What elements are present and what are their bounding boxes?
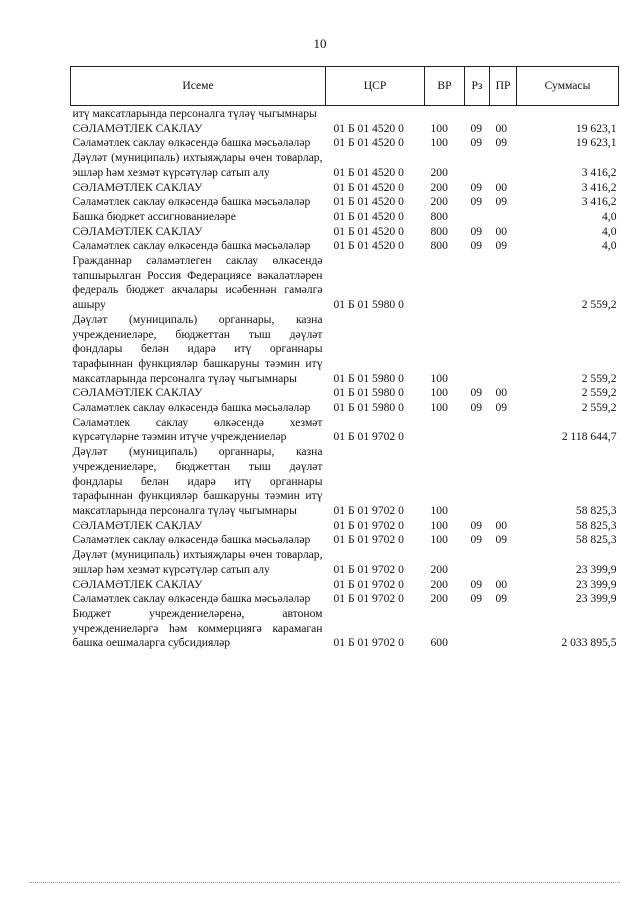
cell-sum: 4,0 <box>602 239 617 253</box>
cell-csr <box>326 106 425 122</box>
footer-divider <box>30 882 620 883</box>
table-row <box>71 548 619 577</box>
table-row <box>71 225 619 240</box>
cell-pr: 00 <box>495 386 508 400</box>
cell-rz: 09 <box>470 518 483 532</box>
cell-rz <box>465 445 490 519</box>
cell-rz: 09 <box>470 136 483 150</box>
cell-sum: 23 399,9 <box>575 562 617 576</box>
table-row <box>71 181 619 196</box>
cell-name: Сәламәтлек саклау өлкәсендә башка мәсьәләләр <box>72 239 311 253</box>
cell-pr <box>490 548 517 577</box>
cell-vr: 200 <box>430 195 448 209</box>
cell-rz <box>465 106 490 122</box>
cell-name: Сәламәтлек саклау өлкәсендә башка мәсьәләләр <box>72 592 311 606</box>
cell-sum: 58 825,3 <box>575 518 617 532</box>
cell-csr: 01 Б 01 9702 0 <box>333 503 404 517</box>
cell-name: Башка бюджет ассигнованиеләре <box>72 209 236 223</box>
cell-vr <box>425 106 465 122</box>
cell-rz: 09 <box>470 386 483 400</box>
cell-sum: 3 416,2 <box>581 165 617 179</box>
cell-sum: 23 399,9 <box>575 592 617 606</box>
cell-rz <box>465 607 490 651</box>
cell-vr: 100 <box>430 518 448 532</box>
cell-name: СӘЛАМӘТЛЕК САКЛАУ <box>72 180 203 194</box>
table-body <box>71 106 619 652</box>
cell-vr: 800 <box>430 209 448 223</box>
header-csr: ЦСР <box>326 67 425 106</box>
cell-vr: 100 <box>430 401 448 415</box>
table-row <box>71 607 619 651</box>
cell-name: СӘЛАМӘТЛЕК САКЛАУ <box>72 386 203 400</box>
cell-name: Бюджет учреждениеләренә, автоном учреждениеләргә һәм коммерциягә карамаган башка оешмаларга субсидияләр <box>72 606 323 650</box>
cell-csr: 01 Б 01 4520 0 <box>333 209 404 223</box>
cell-name: Дәүләт (муниципаль) ихтыяҗлары өчен товарлар, эшләр һәм хезмәт күрсәтүләр сатып алу <box>72 151 323 179</box>
cell-pr: 09 <box>495 195 508 209</box>
cell-vr: 200 <box>430 180 448 194</box>
budget-table <box>70 66 619 651</box>
cell-rz <box>465 548 490 577</box>
cell-csr: 01 Б 01 9702 0 <box>333 430 404 444</box>
cell-pr: 09 <box>495 136 508 150</box>
cell-csr: 01 Б 01 4520 0 <box>333 224 404 238</box>
cell-sum: 4,0 <box>602 224 617 238</box>
cell-sum: 23 399,9 <box>575 577 617 591</box>
cell-rz: 09 <box>470 592 483 606</box>
cell-name: итү максатларында персоналга түләү чыгымнары <box>72 107 317 120</box>
cell-name: Сәламәтлек саклау өлкәсендә башка мәсьәләләр <box>72 401 311 415</box>
cell-csr: 01 Б 01 5980 0 <box>333 386 404 400</box>
cell-rz: 09 <box>470 401 483 415</box>
cell-pr <box>490 416 517 445</box>
cell-pr <box>490 313 517 387</box>
cell-pr <box>490 151 517 180</box>
cell-csr: 01 Б 01 9702 0 <box>333 562 404 576</box>
cell-vr <box>425 416 465 445</box>
cell-pr: 00 <box>495 518 508 532</box>
cell-csr: 01 Б 01 4520 0 <box>333 195 404 209</box>
cell-pr: 09 <box>495 239 508 253</box>
page-number: 10 <box>313 36 327 51</box>
table-row <box>71 386 619 401</box>
cell-csr: 01 Б 01 9702 0 <box>333 636 404 650</box>
table-row <box>71 578 619 593</box>
cell-name: Дәүләт (муниципаль) ихтыяҗлары өчен товарлар, эшләр һәм хезмәт күрсәтүләр сатып алу <box>72 548 323 576</box>
cell-name: Гражданнар сәламәтлеген саклау өлкәсендә тапшырылган Россия Федерациясе вәкаләтләрен федераль бюджет акчалары исәбеннән гамәлгә ашыру <box>72 254 323 312</box>
cell-rz <box>465 151 490 180</box>
table-row <box>71 519 619 534</box>
cell-vr: 200 <box>430 577 448 591</box>
cell-vr <box>425 254 465 313</box>
header-sum: Суммасы <box>517 67 619 106</box>
cell-sum: 2 559,2 <box>581 386 617 400</box>
cell-vr: 100 <box>430 121 448 135</box>
cell-rz: 09 <box>470 121 483 135</box>
cell-name: Дәүләт (муниципаль) органнары, казна учреждениеләре, бюджеттан тыш дәүләт фондлары белән идарә итү органнары тарафыннан функцияләр башкаруны тәэмин итү максатларында персоналга түләү чыгымнары <box>72 445 323 517</box>
cell-sum: 3 416,2 <box>581 195 617 209</box>
cell-csr: 01 Б 01 4520 0 <box>333 239 404 253</box>
cell-sum: 3 416,2 <box>581 180 617 194</box>
cell-csr: 01 Б 01 5980 0 <box>333 298 404 312</box>
cell-name: Сәламәтлек саклау өлкәсендә башка мәсьәләләр <box>72 136 311 150</box>
cell-rz: 09 <box>470 195 483 209</box>
cell-sum: 2 559,2 <box>581 371 617 385</box>
table-header <box>71 67 619 106</box>
cell-sum: 58 825,3 <box>575 533 617 547</box>
header-pr: ПР <box>490 67 517 106</box>
cell-pr <box>490 445 517 519</box>
table-row <box>71 106 619 122</box>
cell-pr: 09 <box>495 401 508 415</box>
cell-vr: 100 <box>430 503 448 517</box>
cell-csr: 01 Б 01 5980 0 <box>333 371 404 385</box>
table-row <box>71 313 619 387</box>
cell-name: Сәламәтлек саклау өлкәсендә башка мәсьәләләр <box>72 533 311 547</box>
table-row <box>71 445 619 519</box>
cell-rz: 09 <box>470 180 483 194</box>
cell-vr: 200 <box>430 592 448 606</box>
cell-name: Сәламәтлек саклау өлкәсендә хезмәт күрсәтүләрне тәэмин итүче учреждениеләр <box>72 415 323 444</box>
cell-vr: 100 <box>430 386 448 400</box>
header-rz: Рз <box>465 67 490 106</box>
table-row <box>71 592 619 607</box>
cell-csr: 01 Б 01 4520 0 <box>333 165 404 179</box>
cell-sum: 19 623,1 <box>575 121 617 135</box>
cell-rz: 09 <box>470 224 483 238</box>
cell-pr: 00 <box>495 577 508 591</box>
table-row <box>71 401 619 416</box>
cell-sum: 19 623,1 <box>575 136 617 150</box>
cell-pr <box>490 607 517 651</box>
cell-pr: 00 <box>495 121 508 135</box>
cell-pr: 09 <box>495 592 508 606</box>
cell-sum: 2 559,2 <box>581 401 617 415</box>
cell-rz: 09 <box>470 533 483 547</box>
cell-name: Дәүләт (муниципаль) органнары, казна учреждениеләре, бюджеттан тыш дәүләт фондлары белән идарә итү органнары тарафыннан функцияләр башкаруны тәэмин итү максатларында персоналга түләү чыгымнары <box>72 312 323 385</box>
cell-pr: 00 <box>495 224 508 238</box>
cell-csr: 01 Б 01 9702 0 <box>333 518 404 532</box>
header-vr: ВР <box>425 67 465 106</box>
cell-sum <box>517 106 619 122</box>
cell-rz: 09 <box>470 239 483 253</box>
cell-vr: 600 <box>430 636 448 650</box>
header-name: Исеме <box>71 67 326 106</box>
cell-csr: 01 Б 01 5980 0 <box>333 401 404 415</box>
cell-name: СӘЛАМӘТЛЕК САКЛАУ <box>72 121 203 135</box>
table-row <box>71 136 619 151</box>
cell-sum: 2 559,2 <box>581 298 617 312</box>
cell-csr: 01 Б 01 9702 0 <box>333 592 404 606</box>
cell-vr: 100 <box>430 136 448 150</box>
cell-csr: 01 Б 01 4520 0 <box>333 121 404 135</box>
cell-rz <box>465 416 490 445</box>
cell-sum: 2 118 644,7 <box>561 430 617 444</box>
table-row <box>71 254 619 313</box>
cell-vr: 100 <box>430 533 448 547</box>
cell-pr: 09 <box>495 533 508 547</box>
cell-vr: 200 <box>430 562 448 576</box>
cell-rz <box>465 313 490 387</box>
cell-rz <box>465 210 490 225</box>
table-row <box>71 195 619 210</box>
table-row <box>71 533 619 548</box>
cell-name: СӘЛАМӘТЛЕК САКЛАУ <box>72 224 203 238</box>
table-row <box>71 239 619 254</box>
cell-sum: 2 033 895,5 <box>561 636 617 650</box>
cell-vr: 800 <box>430 224 448 238</box>
cell-csr: 01 Б 01 4520 0 <box>333 136 404 150</box>
cell-vr: 800 <box>430 239 448 253</box>
table-row <box>71 210 619 225</box>
cell-csr: 01 Б 01 4520 0 <box>333 180 404 194</box>
table-row <box>71 416 619 445</box>
table-row <box>71 151 619 180</box>
table-row <box>71 122 619 137</box>
cell-pr <box>490 254 517 313</box>
cell-csr: 01 Б 01 9702 0 <box>333 577 404 591</box>
cell-pr: 00 <box>495 180 508 194</box>
cell-sum: 4,0 <box>602 209 617 223</box>
cell-pr <box>490 106 517 122</box>
cell-name: Сәламәтлек саклау өлкәсендә башка мәсьәләләр <box>72 195 311 209</box>
cell-pr <box>490 210 517 225</box>
cell-name: СӘЛАМӘТЛЕК САКЛАУ <box>72 518 203 532</box>
cell-vr: 100 <box>430 371 448 385</box>
cell-csr: 01 Б 01 9702 0 <box>333 533 404 547</box>
cell-name: СӘЛАМӘТЛЕК САКЛАУ <box>72 577 203 591</box>
cell-vr: 200 <box>430 165 448 179</box>
cell-rz: 09 <box>470 577 483 591</box>
cell-rz <box>465 254 490 313</box>
cell-sum: 58 825,3 <box>575 503 617 517</box>
